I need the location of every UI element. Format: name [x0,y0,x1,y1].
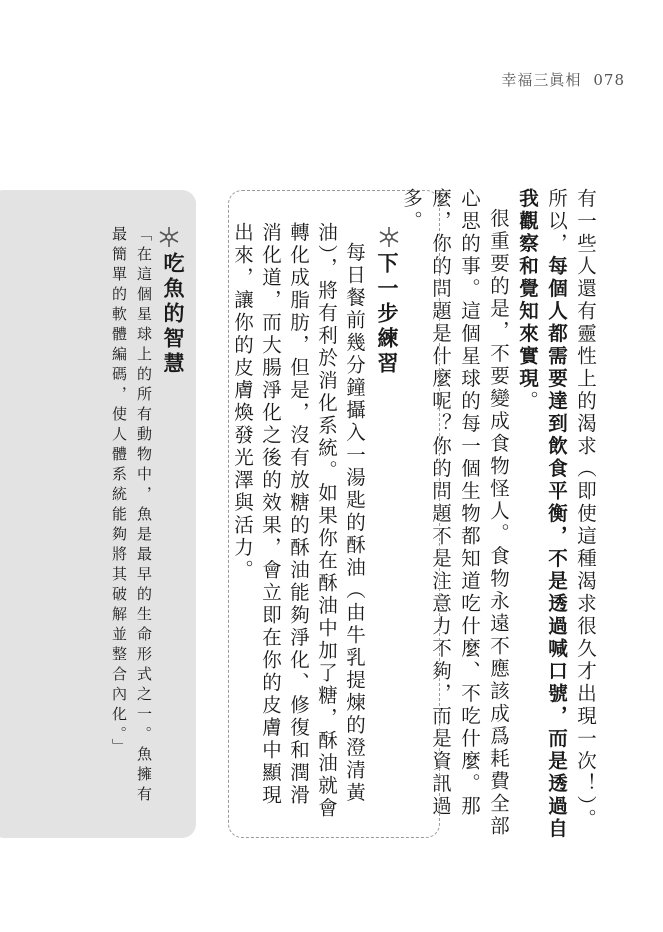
practice-title: 下一步練習 [375,252,399,377]
book-title: 幸福三眞相 [501,71,582,89]
page-number: 078 [593,70,625,89]
fish-title: 吃魚的智慧 [161,252,185,377]
paragraph-1 [513,188,600,848]
practice-body-text: 每日餐前幾分鐘攝入一湯匙的酥油（由牛乳提煉的澄清黃油），將有利於消化系統。如果你在酥油中加了糖，酥油就會轉化成脂肪，但是，沒有放糖的酥油能夠淨化、修復和潤滑消化道，而大腸淨化之後的效果，會立即在你的皮膚中顯現出來，讓你的皮膚煥發光澤與活力。 [231,222,366,820]
snowflake-icon [158,226,180,248]
paragraph-2: 很重要的是，不要變成食物怪人。食物永遠不應該成爲耗費全部心思的事。這個星球的每一個生物都知道吃什麼、不吃什麼。那麼，你的問題是什麼呢？你的問題不是注意力不夠，而是資訊過多。 [400,188,510,838]
paragraph-1-text: 有一些人還有靈性上的渴求（即使這種渴求很久才出現一次！）。所以， [545,188,597,831]
snowflake-icon [378,226,400,248]
fish-body-text: 「在這個星球上的所有動物中，魚是最早的生命形式之一。魚擁有最簡單的軟體編碼，使人體系統能夠將其破解並整合內化。」 [110,226,153,806]
paragraph-1-end: 。 [516,390,539,413]
fish-body [78,226,156,816]
running-header [501,69,625,90]
practice-body [231,222,368,822]
paragraph-1-bold: 每個人都需要達到飲食平衡，不是透過喊口號，而是透過自我觀察和覺知來實現 [516,188,568,841]
